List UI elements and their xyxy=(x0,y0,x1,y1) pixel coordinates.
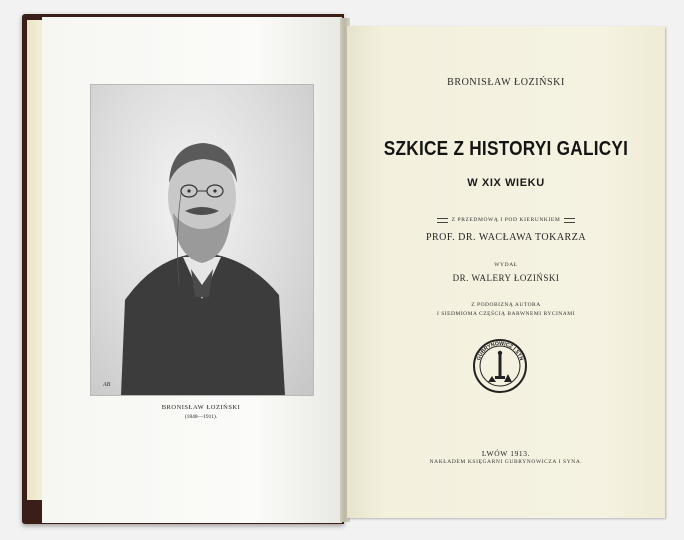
portrait-photograph-icon xyxy=(91,85,313,395)
place-year: LWÓW 1913. xyxy=(481,449,531,458)
publisher-name: DR. WALERY ŁOZIŃSKI xyxy=(452,273,560,283)
portrait-photo xyxy=(90,84,314,396)
title-page xyxy=(347,26,665,518)
editor-name: PROF. DR. WACŁAWA TOKARZA xyxy=(425,232,587,243)
svg-text:GUBRYNOWICZ I SYN: GUBRYNOWICZ I SYN xyxy=(475,340,525,362)
publisher-imprint: NAKŁADEM KSIĘGARNI GUBRYNOWICZA I SYNA. xyxy=(429,459,583,465)
ornament-left xyxy=(437,218,448,223)
engraver-mark: AB xyxy=(103,382,111,388)
portrait-caption-years: (1848—1911). xyxy=(184,414,218,420)
publisher-seal-icon xyxy=(472,338,528,394)
intro-line xyxy=(347,217,665,223)
ornament-right xyxy=(564,218,575,223)
book-subtitle: W XIX WIEKU xyxy=(467,177,545,189)
illustrations-line-2: I SIEDMIOMA CZĘŚCIĄ BARWNEMI RYCINAMI xyxy=(437,311,575,317)
publisher-label: WYDAŁ xyxy=(494,262,518,268)
book-title: SZKICE Z HISTORYI GALICYI xyxy=(383,138,629,160)
illustrations-line-1: Z PODOBIZNĄ AUTORA xyxy=(471,302,541,308)
intro-line-text: Z PRZEDMOWĄ I POD KIERUNKIEM xyxy=(451,217,561,223)
portrait-caption-name: BRONISŁAW ŁOZIŃSKI xyxy=(161,404,241,411)
author-name: BRONISŁAW ŁOZIŃSKI xyxy=(447,77,565,88)
